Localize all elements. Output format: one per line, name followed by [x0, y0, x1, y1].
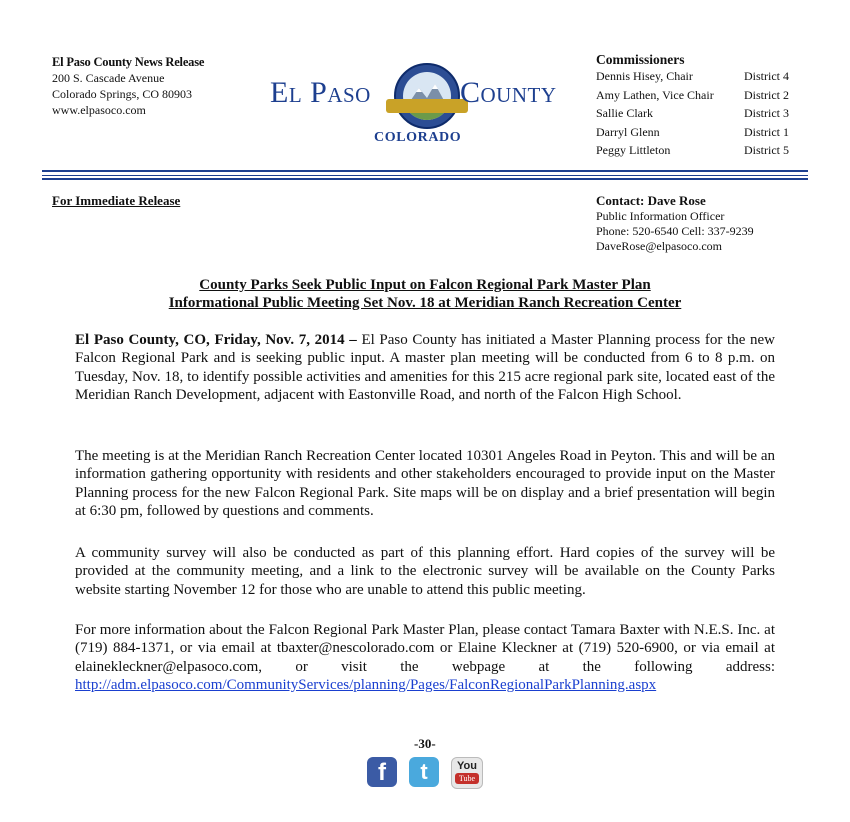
release-label: For Immediate Release	[52, 193, 181, 208]
header-divider	[42, 170, 808, 172]
commissioner-row	[596, 125, 806, 144]
commissioner-name: Dennis Hisey, Chair	[596, 69, 693, 83]
commissioner-row	[596, 106, 806, 125]
commissioner-name: Peggy Littleton	[596, 143, 671, 157]
body-paragraph-4	[75, 621, 775, 695]
logo-word-right: County	[460, 76, 557, 109]
dateline: El Paso County, CO, Friday, Nov. 7, 2014 –	[75, 332, 357, 348]
county-seal-icon	[394, 63, 460, 129]
commissioners-heading: Commissioners	[596, 52, 685, 67]
website-text: www.elpasoco.com	[52, 103, 146, 117]
address-line-1: 200 S. Cascade Avenue	[52, 71, 165, 85]
youtube-glyph: You	[457, 760, 477, 772]
commissioner-district: District 3	[744, 106, 789, 120]
header-divider	[42, 175, 808, 176]
contact-title: Public Information Officer	[596, 209, 725, 223]
body-paragraph-2: The meeting is at the Meridian Ranch Recreation Center located 10301 Angeles Road in Peyton. This and will be an information gathering opportunity with residents and other stakeholders encouraged to provide input on the Master Planning process for the new Falcon Regional Park. Site maps will be on display and a brief presentation will begin at 6:30 pm, followed by questions and comments.	[75, 448, 775, 520]
county-logo	[270, 56, 570, 156]
webpage-link[interactable]: http://adm.elpasoco.com/CommunityServices/planning/Pages/FalconRegionalParkPlanning.aspx	[75, 677, 657, 694]
commissioner-row	[596, 143, 806, 162]
facebook-icon[interactable]	[367, 757, 397, 787]
news-release-header	[52, 54, 262, 118]
twitter-glyph: t	[420, 759, 428, 784]
end-marker: -30-	[414, 736, 436, 751]
youtube-icon[interactable]	[451, 757, 483, 789]
contact-phone: Phone: 520-6540 Cell: 337-9239	[596, 224, 754, 238]
paragraph-text: El Paso County has initiated a Master Planning process for the new Falcon Regional Park and is seeking public input. A master plan meeting will be conducted from 6 to 8 p.m. on Tuesday, Nov. 18, to identify possible activities and amenities for this 215 acre regional park site, located east of the Meridian Ranch Development, adjacent with Eastonville Road, and north of the Falcon High School.	[75, 332, 775, 404]
commissioner-name: Sallie Clark	[596, 106, 653, 120]
commissioner-district: District 1	[744, 124, 789, 139]
commissioner-name: Darryl Glenn	[596, 124, 660, 139]
twitter-icon[interactable]	[409, 757, 439, 787]
headline-line-1: County Parks Seek Public Input on Falcon Regional Park Master Plan	[199, 277, 651, 293]
paragraph-text: For more information about the Falcon Regional Park Master Plan, please contact Tamara Baxter with N.E.S. Inc. at (719) 884-1371, or via email at tbaxter@nescolorado.com or Elaine Kleckner at (719) 520-6900, or via email at elainekleckner@elpasoco.com, or visit the webpage at the following address:	[75, 622, 775, 675]
commissioner-row	[596, 69, 806, 88]
contact-block	[596, 193, 806, 254]
commissioner-district: District 2	[744, 87, 789, 102]
header-divider	[42, 178, 808, 180]
address-line-2: Colorado Springs, CO 80903	[52, 87, 193, 101]
body-paragraph-1	[75, 331, 775, 405]
youtube-tube-label: Tube	[455, 773, 479, 784]
commissioner-district: District 4	[744, 69, 789, 83]
headline	[52, 276, 798, 312]
news-release-title: El Paso County News Release	[52, 55, 205, 69]
facebook-glyph: f	[378, 759, 386, 786]
contact-email: DaveRose@elpasoco.com	[596, 239, 723, 253]
commissioner-district: District 5	[744, 143, 789, 157]
contact-heading: Contact: Dave Rose	[596, 193, 706, 208]
body-paragraph-3: A community survey will also be conducted as part of this planning effort. Hard copies of the survey will be provided at the community meeting, and a link to the electronic survey will be available on the County Parks website starting November 12 for those who are unable to attend this public meeting.	[75, 545, 775, 598]
commissioners-block	[596, 52, 806, 162]
logo-word-left: El Paso	[270, 76, 371, 109]
commissioner-row	[596, 88, 806, 107]
commissioner-name: Amy Lathen, Vice Chair	[596, 87, 714, 102]
logo-subtitle: COLORADO	[374, 130, 462, 145]
headline-line-2: Informational Public Meeting Set Nov. 18 at Meridian Ranch Recreation Center	[168, 295, 682, 311]
